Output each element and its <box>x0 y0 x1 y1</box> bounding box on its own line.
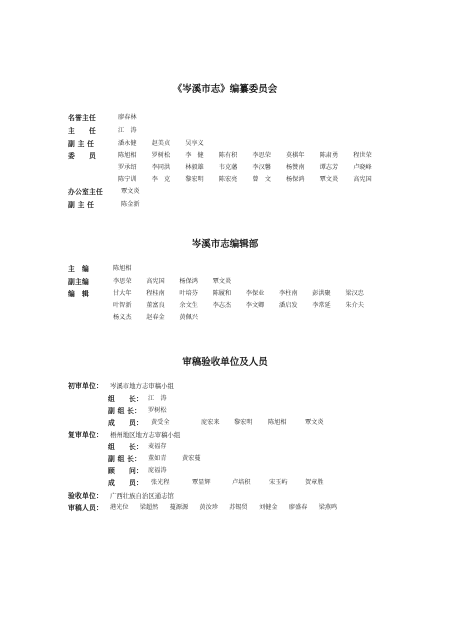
reviewer-name: 港光位 <box>110 504 129 511</box>
member-name: 覃文炎 <box>121 188 140 195</box>
member-name: 李同洪 <box>151 164 171 171</box>
member-name: 罗承绍 <box>118 164 137 171</box>
role-label: 名誉主任 <box>68 114 96 122</box>
sub-role-label: 顾 问： <box>108 467 143 475</box>
reviewer-name: 黄宏蔓 <box>182 455 201 462</box>
editorial-title: 岑溪市志编辑部 <box>191 239 259 250</box>
reviewer-name: 蔓源源 <box>169 504 189 511</box>
committee-row <box>0 112 450 124</box>
reviewer-name: 宋玉屿 <box>269 479 288 486</box>
member-name: 卢晓峰 <box>353 164 372 171</box>
review-row <box>0 453 450 465</box>
unit-name: 梧州地区地方志审稿小组 <box>110 431 181 439</box>
review-row <box>0 393 450 405</box>
member-name: 叶智新 <box>113 302 132 309</box>
reviewer-name: 江 涛 <box>148 395 167 402</box>
committee-row <box>0 199 450 211</box>
reviewer-name: 庞福涛 <box>148 467 167 474</box>
member-name: 李思荣 <box>252 152 271 159</box>
committee-row <box>0 125 450 137</box>
committee-row <box>0 162 450 174</box>
member-name: 彭洪聚 <box>312 290 331 297</box>
review-title: 审稿验收单位及人员 <box>182 357 268 368</box>
member-name: 陈肃勇 <box>319 152 339 159</box>
committee-row <box>0 186 450 198</box>
reviewer-name: 覃文炎 <box>305 419 324 426</box>
sub-role-label: 成 员： <box>108 419 143 427</box>
member-name: 李思荣 <box>113 278 132 285</box>
member-name: 李 克 <box>151 176 171 183</box>
unit-name: 广西壮族自治区通志馆 <box>110 492 174 500</box>
unit-label: 复审单位： <box>68 431 103 439</box>
member-name: 朱介夫 <box>345 302 364 309</box>
member-name: 程世荣 <box>353 152 372 159</box>
member-name: 赵美贞 <box>151 140 171 147</box>
member-name: 罗树松 <box>151 152 171 159</box>
review-row <box>0 477 450 489</box>
member-name: 梁汉忠 <box>345 290 364 297</box>
reviewer-name: 黎宏明 <box>234 419 253 426</box>
reviewer-name: 陈旭相 <box>268 419 287 426</box>
reviewer-name: 张光程 <box>151 479 170 486</box>
member-name: 林毅雄 <box>185 164 204 171</box>
reviewer-name: 卢培积 <box>232 479 251 486</box>
member-name: 杨保鸿 <box>286 176 305 183</box>
member-name: 陈金新 <box>121 201 140 208</box>
review-row <box>0 502 450 514</box>
reviewer-name: 黄汝珍 <box>199 504 218 511</box>
member-name: 杨赞南 <box>286 164 305 171</box>
role-label: 主 编 <box>68 265 89 273</box>
member-name: 李柱南 <box>279 290 298 297</box>
role-label: 副 主 任 <box>68 140 95 148</box>
member-name: 程桂南 <box>146 290 165 297</box>
member-name: 潘永健 <box>118 140 137 147</box>
sub-role-label: 组 长： <box>108 443 143 451</box>
reviewer-name: 罗树松 <box>148 407 167 414</box>
reviewer-name: 梁超然 <box>139 504 159 511</box>
reviewer-name: 黄受全 <box>151 419 170 426</box>
member-name: 陈宏亮 <box>218 176 238 183</box>
sub-role-label: 组 长： <box>108 395 143 403</box>
reviewer-name: 廖盛春 <box>288 504 308 511</box>
member-name: 莫棋年 <box>286 152 305 159</box>
member-name: 甘大年 <box>113 290 132 297</box>
review-row <box>0 465 450 477</box>
member-name: 李汉馨 <box>252 164 271 171</box>
unit-label: 审稿人员： <box>68 504 103 512</box>
committee-row <box>0 150 450 162</box>
member-name: 杨义杰 <box>113 314 132 321</box>
committee-row <box>0 138 450 150</box>
member-name: 黄佩兴 <box>179 314 198 321</box>
editorial-row <box>0 300 450 312</box>
member-name: 叶培芬 <box>179 290 198 297</box>
review-row <box>0 490 450 502</box>
reviewer-name: 麦福存 <box>148 443 167 450</box>
editorial-row <box>0 312 450 324</box>
member-name: 覃文炎 <box>319 176 339 183</box>
role-label: 副主编 <box>68 278 89 286</box>
member-name: 曾 文 <box>252 176 271 183</box>
member-name: 黎宏明 <box>185 176 204 183</box>
sub-role-label: 副 组 长： <box>108 455 142 463</box>
member-name: 李保业 <box>245 290 265 297</box>
review-row <box>0 429 450 441</box>
member-name: 陈宁训 <box>118 176 137 183</box>
member-name: 杨保鸿 <box>179 278 198 285</box>
member-name: 陈旭相 <box>118 152 137 159</box>
committee-title: 《岑溪市志》编纂委员会 <box>172 84 278 95</box>
member-name: 吴享义 <box>185 140 204 147</box>
unit-label: 初审单位： <box>68 382 103 390</box>
member-name: 陈旭相 <box>113 265 132 272</box>
role-label: 编 辑 <box>68 290 89 298</box>
review-row <box>0 405 450 417</box>
unit-label: 验收单位： <box>68 492 103 500</box>
reviewer-name: 覃显辉 <box>192 479 211 486</box>
unit-name: 岑溪市地方志审稿小组 <box>110 382 174 390</box>
role-label: 副 主 任 <box>68 201 95 209</box>
editorial-row <box>0 276 450 288</box>
role-label: 办公室主任 <box>68 188 103 196</box>
review-row <box>0 441 450 453</box>
role-label: 主 任 <box>68 127 96 135</box>
reviewer-name: 董如青 <box>148 455 167 462</box>
member-name: 廖春林 <box>118 114 137 121</box>
member-name: 高宪国 <box>353 176 372 183</box>
member-name: 李文卿 <box>245 302 265 309</box>
editorial-row <box>0 263 450 275</box>
member-name: 谭志芳 <box>319 164 339 171</box>
role-label: 委 员 <box>68 152 96 160</box>
member-name: 李 健 <box>185 152 204 159</box>
member-name: 余文生 <box>179 302 198 309</box>
reviewer-name: 刘健金 <box>259 504 278 511</box>
review-row <box>0 380 450 392</box>
sub-role-label: 成 员： <box>108 479 143 487</box>
member-name: 高宪国 <box>146 278 165 285</box>
member-name: 李志杰 <box>212 302 232 309</box>
member-name: 李常延 <box>312 302 331 309</box>
reviewer-name: 庞宏来 <box>201 419 220 426</box>
member-name: 江 涛 <box>118 127 137 134</box>
reviewer-name: 贺章胜 <box>305 479 324 486</box>
editorial-row <box>0 288 450 300</box>
review-row <box>0 417 450 429</box>
reviewer-name: 苏锡贸 <box>229 504 248 511</box>
committee-row <box>0 174 450 186</box>
sub-role-label: 副 组 长： <box>108 407 142 415</box>
reviewer-name: 梁燕鸣 <box>318 504 338 511</box>
member-name: 董富良 <box>146 302 165 309</box>
member-name: 韦克藩 <box>218 164 238 171</box>
member-name: 潘启发 <box>279 302 298 309</box>
member-name: 赵春金 <box>146 314 165 321</box>
member-name: 陈有积 <box>218 152 238 159</box>
member-name: 陈履和 <box>212 290 232 297</box>
member-name: 覃文炎 <box>212 278 232 285</box>
